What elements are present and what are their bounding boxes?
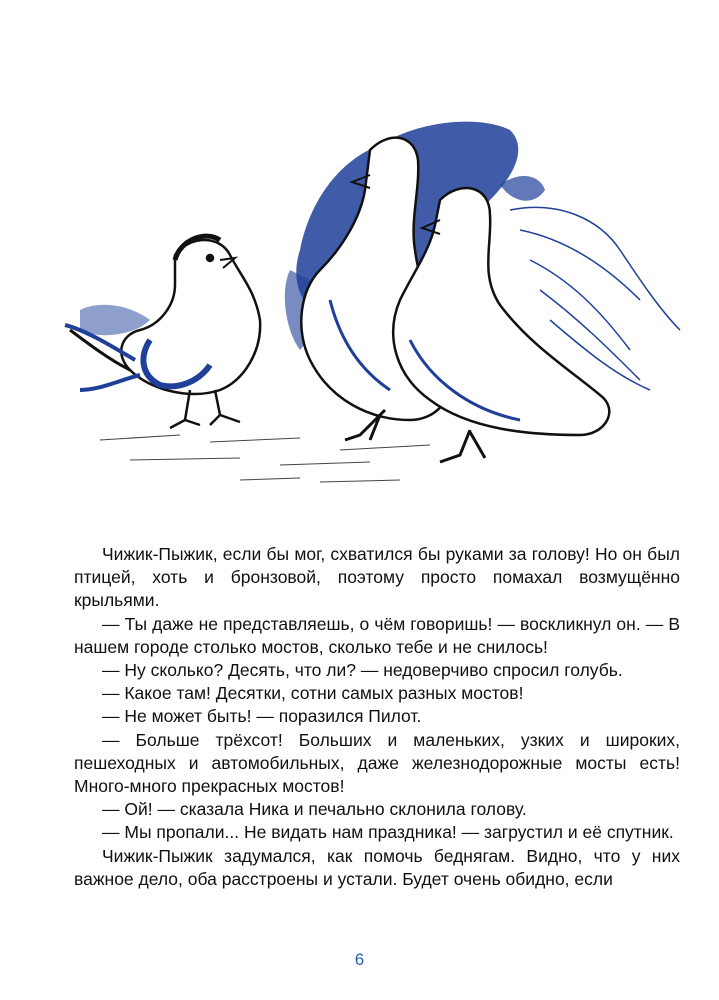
paragraph: — Ты даже не представляешь, о чём говоришь! — воскликнул он. — В нашем городе столько мостов, сколько тебе и не снилось! [74,613,680,657]
paragraph: — Ой! — сказала Ника и печально склонила голову. [102,799,527,820]
paragraph: — Ну сколько? Десять, что ли? — недоверчиво спросил голубь. [102,660,623,681]
paragraph: — Не может быть! — поразился Пилот. [102,706,422,727]
paragraph: Чижик-Пыжик, если бы мог, схватился бы руками за голову! Но он был птицей, хоть и бронзовой, поэтому просто помахал возмущённо крыльями. [74,544,680,611]
paragraph: — Какое там! Десятки, сотни самых разных мостов! [102,683,524,704]
illustration-birds [40,90,700,510]
ground-lines [100,435,430,482]
paragraph: Чижик-Пыжик задумался, как помочь беднягам. Видно, что у них важное дело, оба расстроены и устали. Будет очень обидно, если [74,845,680,889]
story-text [74,543,680,891]
paragraph: — Больше трёхсот! Больших и маленьких, узких и широких, пешеходных и автомобильных, даже железнодорожные мосты есть! Много-много прекрасных мостов! [74,729,680,797]
paragraph: — Мы пропали... Не видать нам праздника! — загрустил и её спутник. [102,822,674,843]
pigeon-right [393,188,609,462]
page-number: 6 [354,950,365,969]
